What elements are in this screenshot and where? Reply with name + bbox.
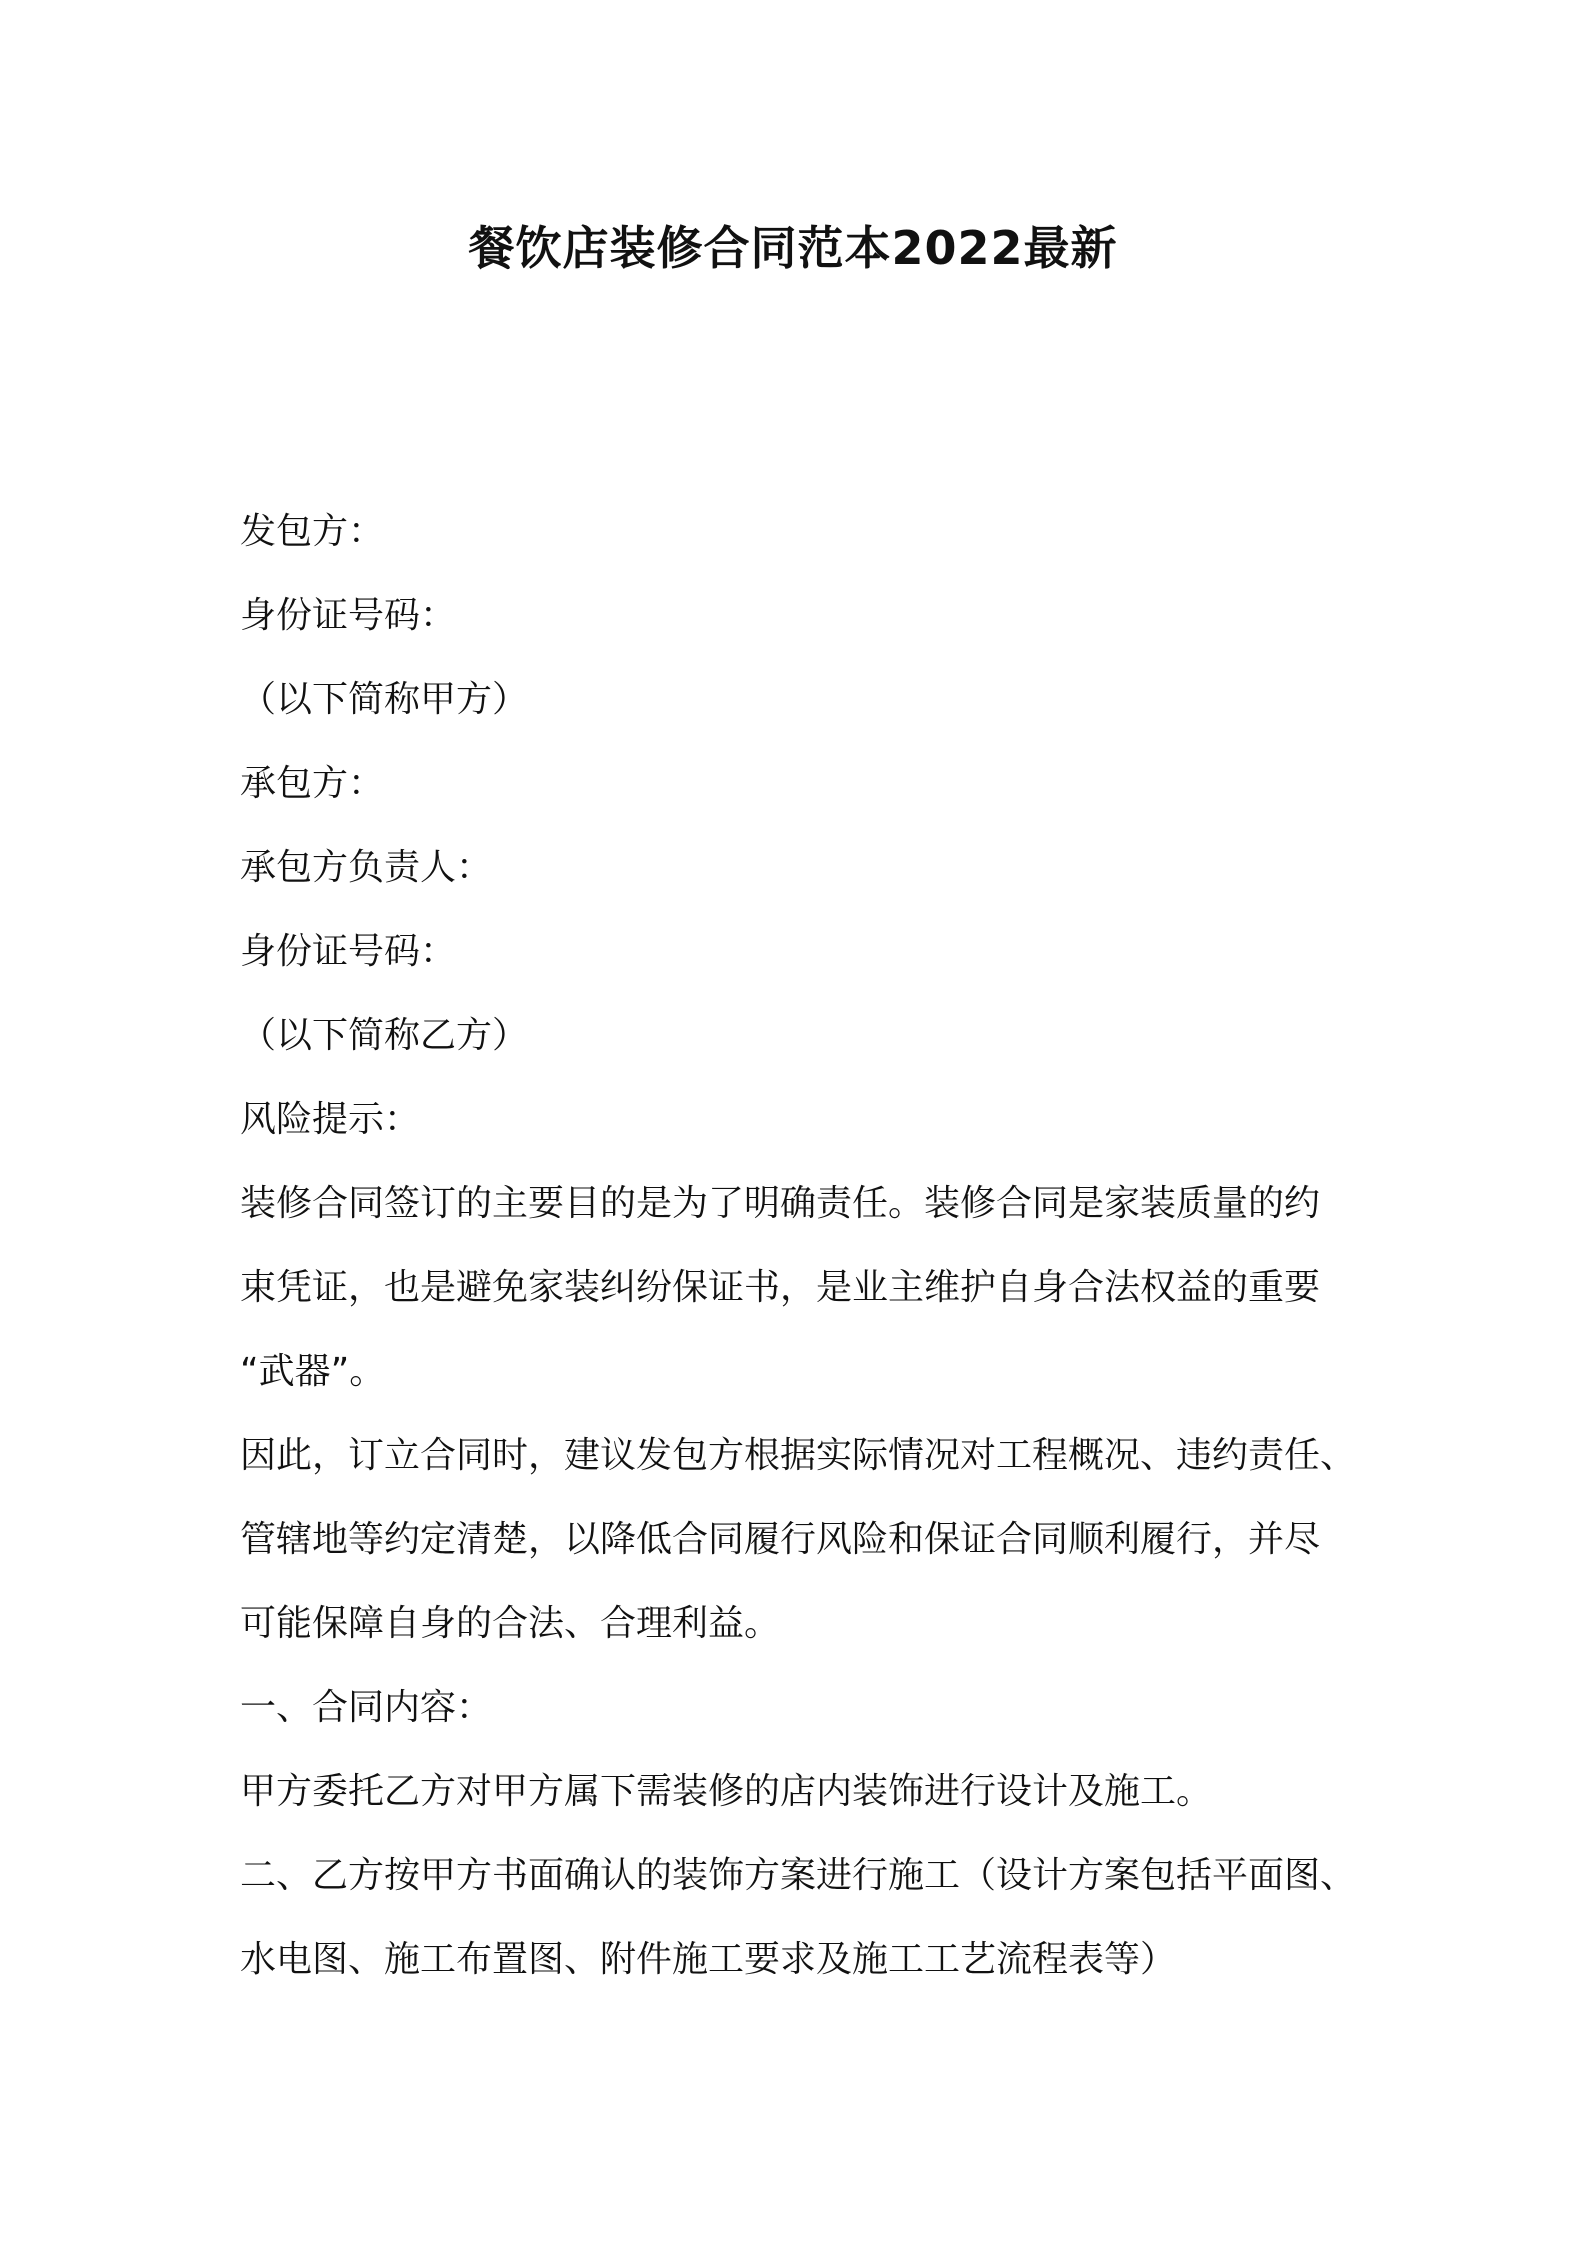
risk-paragraph-1-line-3: “武器”。: [240, 1351, 386, 1392]
risk-heading: 风险提示：: [240, 1099, 421, 1140]
risk-paragraph-1-line-1: 装修合同签订的主要目的是为了明确责任。装修合同是家装质量的约: [240, 1183, 1321, 1224]
party-b-manager-label: 承包方负责人：: [240, 847, 493, 888]
party-b-note: （以下简称乙方）: [240, 1015, 529, 1056]
section-2-line-2: 水电图、施工布置图、附件施工要求及施工工艺流程表等）: [240, 1939, 1177, 1980]
risk-paragraph-2-line-1: 因此，订立合同时，建议发包方根据实际情况对工程概况、违约责任、: [240, 1435, 1357, 1476]
party-b-label: 承包方：: [240, 763, 385, 804]
document-title: 餐饮店装修合同范本2022最新: [468, 221, 1118, 275]
risk-paragraph-1-line-2: 束凭证，也是避免家装纠纷保证书，是业主维护自身合法权益的重要: [240, 1267, 1321, 1308]
party-a-note: （以下简称甲方）: [240, 679, 529, 720]
section-1-heading: 一、合同内容：: [240, 1687, 493, 1728]
party-a-label: 发包方：: [240, 511, 385, 552]
section-1-content: 甲方委托乙方对甲方属下需装修的店内装饰进行设计及施工。: [240, 1771, 1213, 1812]
party-a-id-label: 身份证号码：: [240, 595, 457, 636]
risk-paragraph-2-line-3: 可能保障自身的合法、合理利益。: [240, 1603, 781, 1644]
document-body: [240, 490, 1360, 2002]
party-b-id-label: 身份证号码：: [240, 931, 457, 972]
section-2-line-1: 二、乙方按甲方书面确认的装饰方案进行施工（设计方案包括平面图、: [240, 1855, 1357, 1896]
risk-paragraph-2-line-2: 管辖地等约定清楚，以降低合同履行风险和保证合同顺利履行，并尽: [240, 1519, 1321, 1560]
